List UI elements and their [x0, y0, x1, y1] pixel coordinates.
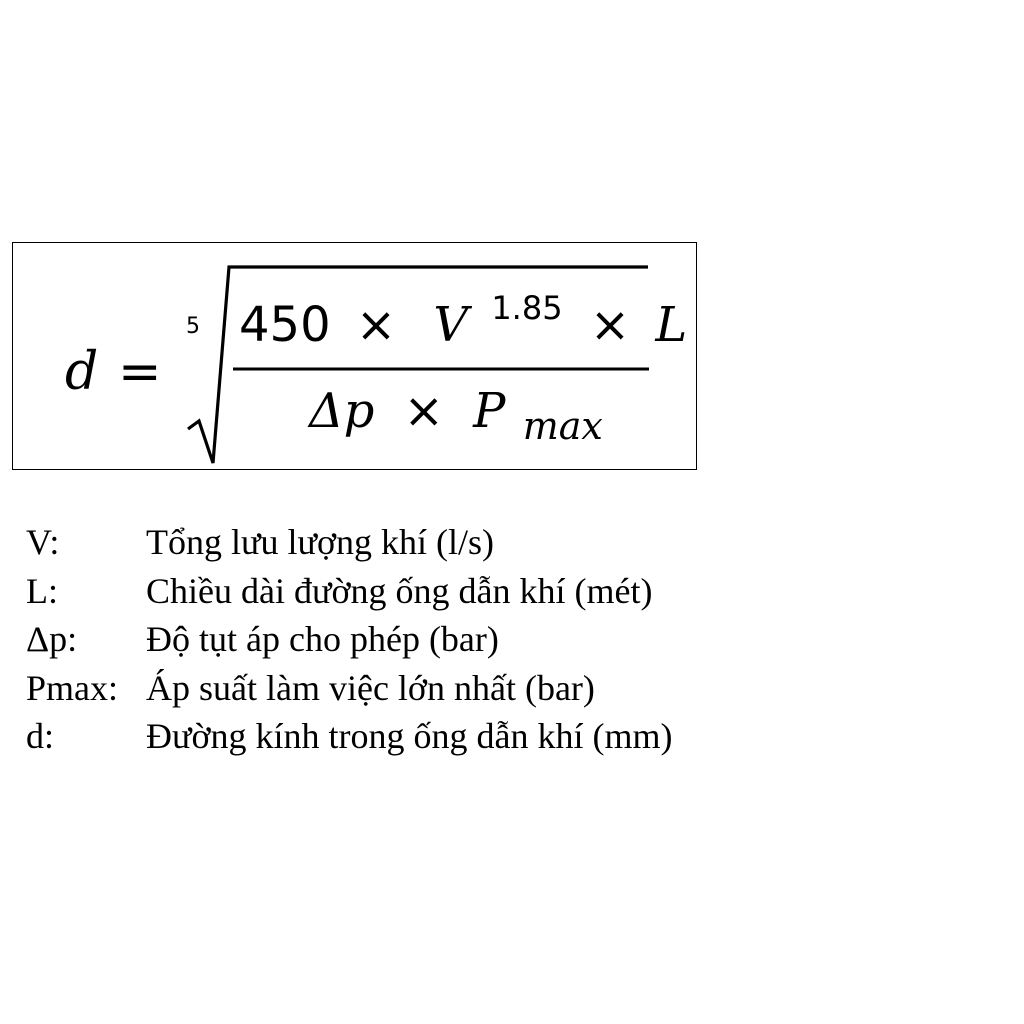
- formula-graphic: [13, 243, 698, 471]
- legend-symbol: d:: [26, 716, 55, 756]
- legend-symbol: Δp:: [26, 619, 78, 659]
- legend-row-d: [26, 712, 673, 761]
- numerator-coefficient: 450: [239, 297, 331, 353]
- denominator-delta-p: Δp: [309, 383, 375, 439]
- numerator-variable-l: L: [655, 297, 688, 353]
- legend-row-delta-p: [26, 615, 673, 664]
- variable-legend: [26, 518, 673, 761]
- formula-equals: =: [118, 342, 162, 402]
- legend-symbol: L:: [26, 570, 58, 611]
- formula-denominator: [307, 383, 603, 448]
- formula-numerator: [239, 275, 687, 353]
- numerator-exponent: 1.85: [491, 289, 563, 327]
- numerator-times-1: ×: [355, 297, 397, 353]
- legend-symbol: Pmax:: [26, 667, 119, 708]
- denominator-subscript: max: [522, 404, 603, 448]
- legend-description: Đường kính trong ống dẫn khí (mm): [146, 716, 673, 756]
- numerator-variable-v: V: [433, 297, 469, 353]
- legend-description: Độ tụt áp cho phép (bar): [146, 619, 499, 659]
- denominator-p: P: [473, 383, 506, 439]
- legend-row-l: [26, 567, 673, 616]
- legend-row-v: [26, 518, 673, 567]
- legend-description: Tổng lưu lượng khí (l/s): [146, 522, 495, 562]
- formula-lhs: d: [65, 342, 99, 402]
- legend-symbol: V:: [26, 522, 60, 562]
- formula-box: [12, 242, 697, 470]
- legend-row-pmax: [26, 664, 673, 713]
- legend-description: Áp suất làm việc lớn nhất (bar): [146, 667, 595, 708]
- numerator-times-2: ×: [589, 297, 631, 353]
- legend-description: Chiều dài đường ống dẫn khí (mét): [146, 570, 653, 611]
- denominator-times: ×: [403, 383, 444, 439]
- root-index: 5: [186, 314, 200, 339]
